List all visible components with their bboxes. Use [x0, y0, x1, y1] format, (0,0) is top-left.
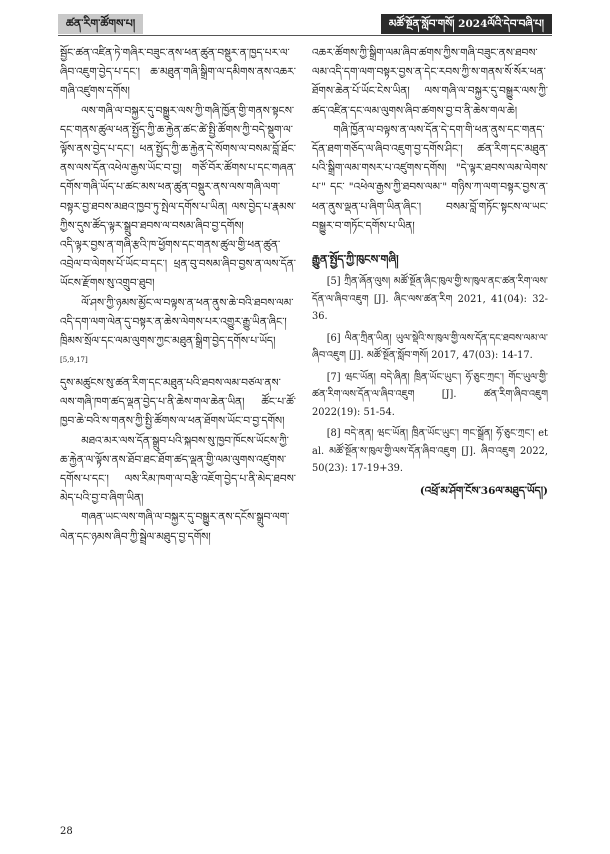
right-column — [312, 44, 548, 501]
body-text: ལོ་ཤས་ཀྱི་ཉམས་མྱོང་ལ་བལྟས་ན་ཕན་ནུས་ཆེ་བའི་ཐབས་ལམ་འདི་དག་ལག་ལེན་དུ་བསྟར་ན་ཆེས་ལེགས་པར་འགྱུར་རྒྱུ་ཡིན་ཞིང་། ཁྲིམས་སྲོལ་དང་ལམ་ལུགས་ཀྱང་མཐུན་སྒྲིག་བྱེད་དགོས་པ་ཡོད། — [60, 296, 294, 348]
body-paragraph: འདི་ལྟར་བྱས་ན་གཞི་རྩའི་ཁ་ཕྱོགས་དང་གནས་ཚུལ་གྱི་ཕན་ཚུན་འབྲེལ་བ་ལེགས་པོ་ཡོང་བ་དང་། ཕྲན་བུ་བསམ་ཞིབ་བྱས་ན་ལས་དོན་ཡོངས་རྫོགས་སུ་འགྲུབ་ཐུབ། — [60, 239, 296, 290]
running-header — [58, 14, 552, 34]
continuation-note: (འཕྲོ་མ་ཤོག་ངོས་36ལ་མཐུད་ཡོད།) — [419, 484, 548, 497]
body-paragraph: འཆར་ཚོགས་ཀྱི་སྒྲིག་ལམ་ཞིབ་ཚགས་ཀྱིས་གཞི་བཟུང་ནས་ཐབས་ལམ་འདི་དག་ལག་བསྟར་བྱས་ན་དེང་རབས་ཀྱི་ས་གནས་སོ་སོར་ཕན་ཐོགས་ཆེན་པོ་ཡོང་ངེས་ཡིན། ལས་གཞི་ལ་བསྐྱར་དུ་བསྒྱུར་ལས་ཀྱི་ཚད་འཛིན་དང་ལམ་ལུགས་ཞིབ་ཚགས་བྱ་བ་ནི་ཆེས་གལ་ཆེ། — [312, 47, 548, 117]
citation-mark: [5,9,17] — [60, 356, 88, 365]
reference-item: [7] ཝང་ཡོན། བདེ་ཞིན། ཁྲིན་ཡོང་ཡུང་། ཧོ་ཅུང་ཀྲང་། གོང་ཡུལ་གྱི་ཚན་རིག་ལས་དོན་ལ་ཞིབ་འཇུག [J]. ཚན་རིག་ཞིབ་འཇུག 2022(19): 51-54. — [312, 371, 548, 418]
reference-item: [6] ལིན་ཀྲིན་ཡིན། ཡུལ་སྡེའི་ས་ཁུལ་གྱི་ལས་དོན་དང་ཐབས་ལམ་ལ་ཞིབ་འཇུག [J]. མཚོ་སྔོན་སློབ་གསོ། 2017, 47(03): 14-17. — [312, 332, 548, 362]
body-paragraph: དུས་མཚུངས་སུ་ཚན་རིག་དང་མཐུན་པའི་ཐབས་ལམ་བཙལ་ནས་ལས་གཞི་ཁག་ཚད་ལྡན་བྱེད་པ་ནི་ཆེས་གལ་ཆེན་ཡིན། ཚོང་པ་ཚོ་ཁྱབ་ཆེ་བའི་ས་གནས་ཀྱི་སྤྱི་ཚོགས་ལ་ཕན་ཐོགས་ཡོང་བ་བྱ་དགོས། — [60, 376, 296, 428]
body-paragraph — [60, 294, 296, 374]
reference-item: [8] བདེ་ནན། ཝང་ཡོན། ཁྲིན་ཡོང་ཡུང་། གང་སྒྲོན། ཧོ་ཅུང་ཀྲང་། et al. མཚོ་སྔོན་ས་ཁུལ་གྱི་ལས་དོན་ཞིབ་འཇུག [J]. ཞིབ་འཇུག 2022, 50(23): 17-19+39. — [312, 428, 548, 475]
page-number: 28 — [60, 826, 73, 837]
header-rule — [58, 35, 552, 36]
left-column — [60, 44, 296, 547]
body-paragraph: མཐའ་མར་ལས་དོན་སྒྲུབ་པའི་སྐབས་སུ་ཁྱབ་ཁོངས་ཡོངས་ཀྱི་ཆ་རྐྱེན་ལ་ལྟོས་ནས་ཐོབ་ཐང་ཐོག་ཚད་ལྡན་གྱི་ལམ་ལུགས་འཛུགས་དགོས་པ་དང་། ལས་རིམ་ཁག་ལ་བརྩི་འཇོག་བྱེད་པ་ནི་མེད་ཐབས་མེད་པའི་བྱ་བ་ཞིག་ཡིན། — [60, 434, 296, 505]
body-paragraph: ལས་གཞི་ལ་བསྐྱར་དུ་བསྒྱུར་ལས་ཀྱི་གཞི་ཁྱོན་གྱི་གནས་སྟངས་དང་གནས་ཚུལ་ཕན་སྤྱོད་ཀྱི་ཆ་རྐྱེན་ཚང་ཚེ་སྤྱི་ཚོགས་ཀྱི་བདེ་སྡུག་ལ་ལྟོས་ནས་བྱེད་པ་དང་། ཕན་སྤྱོད་ཀྱི་ཆ་རྐྱེན་དེ་སོགས་ལ་བསམ་བློ་ཐོང་ནས་ལས་དོན་འཕེལ་རྒྱས་ཡོང་བ་བྱ། གཙོ་བོར་ཚོགས་པ་དང་གཞན་དགོས་གཞི་ཡོད་པ་ཚང་མས་ཕན་ཚུན་བསྡུར་ནས་ལས་གཞི་ལག་བསྟར་བྱ་ཐབས་མཐའ་ཁྱབ་ཏུ་སྤེལ་དགོས་པ་ཡིན། ལས་བྱེད་པ་རྣམས་ཀྱིས་དུས་ཚོད་ལྟར་སྒྲུབ་ཐབས་ལ་བསམ་ཞིབ་བྱ་དགོས། — [60, 104, 296, 232]
body-paragraph: སྦྱོང་ཚན་འཛིན་ཏེ་གཞིར་བཟུང་ནས་ཕན་ཚུན་བསྡུར་ན་ཁྱད་པར་ལ་ཞིབ་འཇུག་བྱེད་པ་དང་། ཆ་མཐུན་གཞི་སྒྲིག་ལ་དམིགས་ནས་འཆར་གཞི་འཛུགས་དགོས། — [60, 47, 296, 98]
header-section-label: ཚན་རིག་ཚོགས་པ། — [58, 14, 143, 34]
references-heading: རྒྱུན་སྤྱོད་ཀྱི་ཁུངས་གཞི། — [312, 252, 399, 267]
body-paragraph: གཞན་ཡང་ལས་གཞི་ལ་བསྐྱར་དུ་བསྒྱུར་ནས་དངོས་སྒྲུབ་ལག་ལེན་དང་ཉམས་ཞིབ་ཀྱི་སྦྲེལ་མཐུད་བྱ་དགོས། — [60, 511, 290, 543]
reference-item: [5] ཀྲིན་ཞོན་ལུས། མཚོ་སྔོན་ཞིང་ཁུལ་གྱི་ས་ཁུལ་ནང་ཚན་རིག་ལས་དོན་ལ་ཞིབ་འཇུག [J]. ཞིང་ལས་ཚན་རིག 2021, 41(04): 32-36. — [312, 276, 548, 323]
body-paragraph: གཞི་ཁྱོན་ལ་བལྟས་ན་ལས་དོན་དེ་དག་གི་ཕན་ནུས་དང་གནད་དོན་ཐག་གཅོད་ལ་ཞིབ་འཇུག་བྱ་དགོས་ཤིང་། ཚན་རིག་དང་མཐུན་པའི་སྒྲིག་ལམ་གསར་པ་འཛུགས་དགོས། "དེ་ལྟར་ཐབས་ལམ་ལེགས་པ་" དང་ "འཕེལ་རྒྱས་ཀྱི་ཐབས་ལམ་" གཉིས་ཀ་ལག་བསྟར་བྱས་ན་ཕན་ནུས་ལྡན་པ་ཞིག་ཡིན་ཞིང་། བསམ་བློ་གཏོང་སྟངས་ལ་ཡང་བསྒྱུར་བ་གཏོང་དགོས་པ་ཡིན། — [312, 123, 548, 232]
header-journal-title: མཚོ་སྔོན་སློབ་གསོ། 2024ལོའི་དེབ་བཞི་པ། — [381, 14, 552, 34]
